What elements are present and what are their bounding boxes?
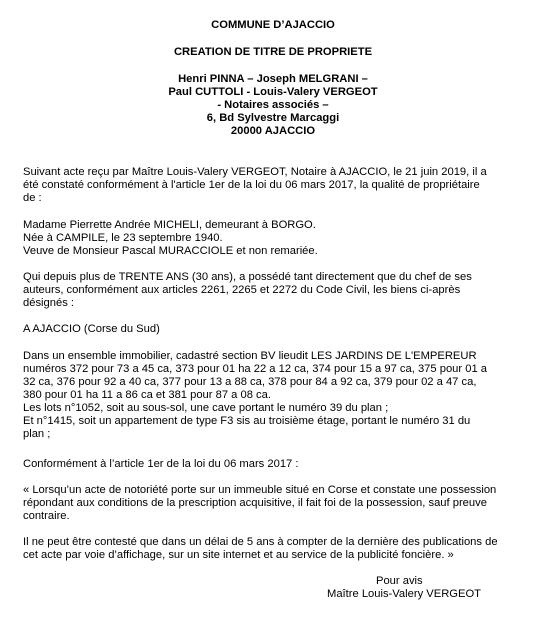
property-line-3: 32 ca, 376 pour 92 a 40 ca, 377 pour 13 a 88 ca, 378 pour 84 a 92 ca, 379 pour 02 a 47 ca, (23, 376, 477, 388)
property-line-5: Les lots n°1052, soit au sous-sol, une cave portant le numéro 39 du plan ; (23, 402, 389, 414)
conformity-line: Conformément à l’article 1er de la loi du 06 mars 2017 : (23, 458, 299, 470)
property-line-7: plan ; (23, 428, 51, 440)
signatory-name: Maître Louis-Valery VERGEOT (327, 588, 481, 600)
quote1-line-3: contraire. (23, 510, 70, 522)
quote2-line-2: cet acte par voie d’affichage, sur un site internet et au service de la publicité foncière. » (23, 549, 454, 561)
intro-line-3: de : (23, 192, 42, 204)
commune-heading: COMMUNE D’AJACCIO (211, 19, 335, 31)
property-line-2: numéros 372 pour 73 a 45 ca, 373 pour 01 ha 22 a 12 ca, 374 pour 15 a 97 ca, 375 pour 01 a (23, 363, 488, 375)
intro-paragraph (23, 166, 523, 205)
quote-paragraph-1 (23, 484, 523, 523)
quote1-line-1: « Lorsqu’un acte de notoriété porte sur un immeuble situé en Corse et constate une possession (23, 484, 497, 496)
intro-line-2: été constaté conformément à l'article 1er de la loi du 06 mars 2017, la qualité de propriétaire (23, 179, 480, 191)
property-line-6: Et n°1415, soit un appartement de type F3 sis au troisième étage, portant le numéro 31 du (23, 415, 471, 427)
notary-firm-line: - Notaires associés – (217, 99, 329, 111)
possession-line-2: auteurs, conformément aux articles 2261, 2265 et 2272 du Code Civil, les biens ci-après (23, 284, 461, 296)
notary-office-block (0, 73, 546, 138)
possession-paragraph (23, 271, 523, 310)
location-line: A AJACCIO (Corse du Sud) (23, 323, 160, 335)
property-line-4: 380 pour 01 ha 11 a 86 ca et 381 pour 87 a 08 ca. (23, 389, 271, 401)
property-paragraph (23, 350, 523, 441)
notice-title: CREATION DE TITRE DE PROPRIETE (173, 46, 373, 58)
owner-line-2: Née à CAMPILE, le 23 septembre 1940. (23, 232, 223, 244)
possession-line-1: Qui depuis plus de TRENTE ANS (30 ans), a possédé tant directement que du chef de ses (23, 271, 472, 283)
notary-address-city: 20000 AJACCIO (230, 125, 316, 137)
possession-line-3: désignés : (23, 297, 74, 309)
property-line-1: Dans un ensemble immobilier, cadastré section BV lieudit LES JARDINS DE L'EMPEREUR (23, 350, 477, 362)
quote-paragraph-2 (23, 536, 523, 562)
for-notice-label: Pour avis (376, 575, 423, 587)
owner-line-1: Madame Pierrette Andrée MICHELI, demeurant à BORGO. (23, 219, 316, 231)
owner-line-3: Veuve de Monsieur Pascal MURACCIOLE et non remariée. (23, 245, 318, 257)
notary-address-street: 6, Bd Sylvestre Marcaggi (206, 112, 340, 124)
owner-paragraph (23, 219, 523, 258)
notary-names-line-2: Paul CUTTOLI - Louis-Valery VERGEOT (168, 86, 378, 98)
quote1-line-2: répondant aux conditions de la prescription acquisitive, il fait foi de la possession, sauf preuve (23, 497, 487, 509)
intro-line-1: Suivant acte reçu par Maître Louis-Valery VERGEOT, Notaire à AJACCIO, le 21 juin 2019, il a (23, 166, 487, 178)
notary-names-line-1: Henri PINNA – Joseph MELGRANI – (178, 73, 368, 85)
quote2-line-1: Il ne peut être contesté que dans un délai de 5 ans à compter de la dernière des publications de (23, 536, 498, 548)
